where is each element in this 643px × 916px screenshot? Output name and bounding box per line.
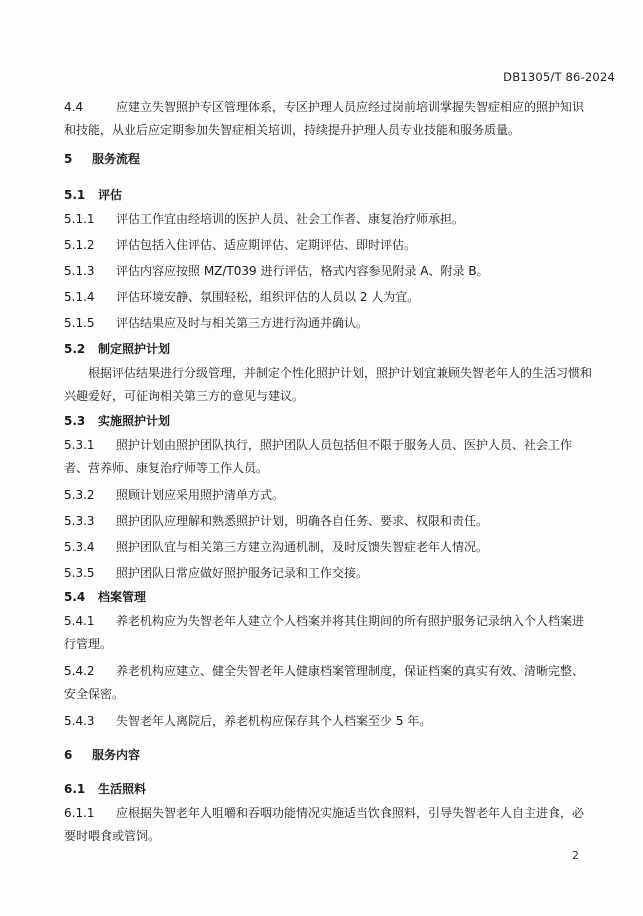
clause-text: 养老机构应建立、健全失智老年人健康档案管理制度，保证档案的真实有效、清晰完整、安全保密。 <box>64 664 585 701</box>
section-title: 服务内容 <box>92 748 141 762</box>
section-heading-6-1 <box>64 778 146 801</box>
section-heading-5-4 <box>64 586 146 609</box>
clause-5-1-4 <box>64 286 594 309</box>
clause-5-3-1 <box>64 434 594 480</box>
clause-number: 5.3.2 <box>64 488 95 502</box>
clause-4-4 <box>64 96 594 142</box>
clause-number: 5.3.5 <box>64 566 95 580</box>
clause-5-3-2 <box>64 484 594 507</box>
clause-text: 照护团队日常应做好照护服务记录和工作交接。 <box>116 566 369 580</box>
clause-5-4-3 <box>64 710 594 733</box>
section-title: 实施照护计划 <box>98 414 171 428</box>
section-number: 5.1 <box>64 188 86 202</box>
clause-5-4-1 <box>64 610 594 656</box>
section-title: 生活照料 <box>98 782 147 796</box>
section-title: 评估 <box>98 188 123 202</box>
clause-text: 应根据失智老年人咀嚼和吞咽功能情况实施适当饮食照料，引导失智老年人自主进食，必要时喂食或管饲。 <box>64 806 585 843</box>
section-title: 服务流程 <box>92 152 141 166</box>
clause-text: 养老机构应为失智老年人建立个人档案并将其住期间的所有照护服务记录纳入个人档案进行管理。 <box>64 614 585 651</box>
clause-number: 5.4.2 <box>64 664 95 678</box>
section-heading-5 <box>64 148 140 171</box>
section-number: 5 <box>64 152 73 166</box>
paragraph-5-2: 根据评估结果进行分级管理，并制定个性化照护计划，照护计划宜兼顾失智老年人的生活习惯和兴趣爱好，可征询相关第三方的意见与建议。 <box>64 366 593 403</box>
clause-text: 评估环境安静、氛围轻松，组织评估的人员以 2 人为宜。 <box>116 290 420 304</box>
clause-5-3-4 <box>64 536 594 559</box>
clause-number: 5.1.5 <box>64 316 95 330</box>
clause-5-1-2 <box>64 234 594 257</box>
section-number: 5.3 <box>64 414 86 428</box>
section-number: 5.2 <box>64 342 86 356</box>
section-title: 制定照护计划 <box>98 342 171 356</box>
clause-number: 4.4 <box>64 100 84 114</box>
clause-number: 5.1.4 <box>64 290 95 304</box>
clause-number: 5.3.4 <box>64 540 95 554</box>
section-number: 5.4 <box>64 590 86 604</box>
clause-6-1-1 <box>64 802 594 848</box>
clause-text: 照护团队宜与相关第三方建立沟通机制，及时反馈失智症老年人情况。 <box>116 540 489 554</box>
clause-text: 照护团队应理解和熟悉照护计划，明确各自任务、要求、权限和责任。 <box>116 514 489 528</box>
page-number: 2 <box>572 849 579 862</box>
clause-5-3-3 <box>64 510 594 533</box>
clause-text: 评估结果应及时与相关第三方进行沟通并确认。 <box>116 316 369 330</box>
clause-number: 5.3.1 <box>64 438 95 452</box>
clause-text: 应建立失智照护专区管理体系，专区护理人员应经过岗前培训掌握失智症相应的照护知识和技能，从业后应定期参加失智症相关培训，持续提升护理人员专业技能和服务质量。 <box>64 100 585 137</box>
clause-number: 5.1.1 <box>64 212 95 226</box>
section-number: 6.1 <box>64 782 86 796</box>
clause-number: 5.1.2 <box>64 238 95 252</box>
clause-5-1-3 <box>64 260 594 283</box>
section-heading-5-2 <box>64 338 170 361</box>
section-heading-6 <box>64 744 140 767</box>
clause-number: 5.4.1 <box>64 614 95 628</box>
clause-5-4-2 <box>64 660 594 706</box>
section-heading-5-1 <box>64 184 122 207</box>
standard-code: DB1305/T 86-2024 <box>503 70 615 84</box>
clause-text: 评估工作宜由经培训的医护人员、社会工作者、康复治疗师承担。 <box>116 212 465 226</box>
clause-number: 5.1.3 <box>64 264 95 278</box>
clause-text: 照护计划由照护团队执行，照护团队人员包括但不限于服务人员、医护人员、社会工作者、营养师、康复治疗师等工作人员。 <box>64 438 573 475</box>
section-heading-5-3 <box>64 410 170 433</box>
clause-text: 照顾计划应采用照护清单方式。 <box>116 488 285 502</box>
clause-number: 5.4.3 <box>64 714 95 728</box>
clause-5-1-1 <box>64 208 594 231</box>
clause-number: 6.1.1 <box>64 806 95 820</box>
clause-text: 评估内容应按照 MZ/T039 进行评估，格式内容参见附录 A、附录 B。 <box>116 264 489 278</box>
clause-5-3-5 <box>64 562 594 585</box>
clause-number: 5.3.3 <box>64 514 95 528</box>
section-title: 档案管理 <box>98 590 147 604</box>
clause-5-1-5 <box>64 312 594 335</box>
clause-text: 评估包括入住评估、适应期评估、定期评估、即时评估。 <box>116 238 417 252</box>
clause-text: 失智老年人离院后，养老机构应保存其个人档案至少 5 年。 <box>116 714 432 728</box>
section-number: 6 <box>64 748 73 762</box>
